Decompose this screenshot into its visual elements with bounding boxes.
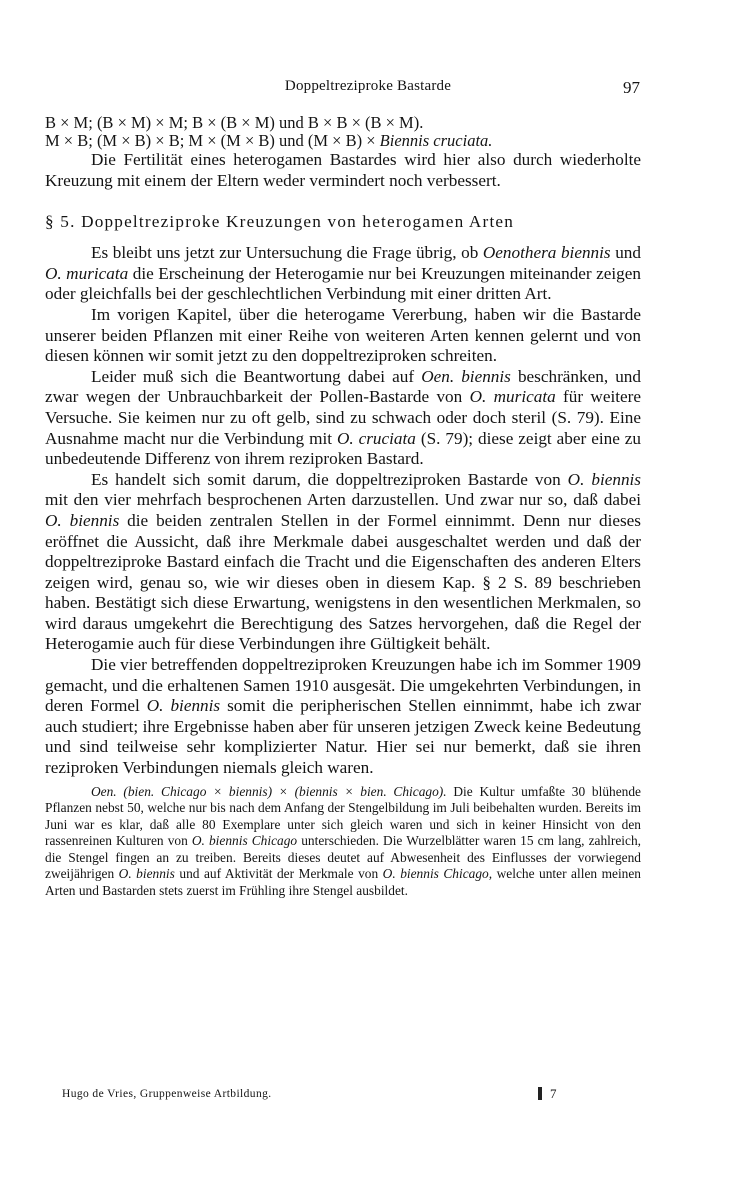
- formula-line-2-italic: Biennis cruciata.: [379, 131, 493, 150]
- paragraph-fertility: Die Fertilität eines heterogamen Bastardes wird hier also durch wiederholte Kreuzung mit einem der Eltern weder vermindert noch verbessert.: [45, 150, 641, 190]
- species-name: O. biennis: [146, 696, 221, 716]
- paragraph-limitation: [45, 367, 641, 470]
- text-span: Es bleibt uns jetzt zur Untersuchung die Frage übrig, ob: [91, 243, 483, 263]
- text-span: und: [610, 243, 641, 263]
- text-span: welche unter allen meinen Arten und Bastarden stets zuerst im Frühling ihre Stengel ausbildet.: [45, 866, 641, 898]
- page-number: 97: [623, 78, 640, 97]
- running-title: Doppeltreziproke Bastarde: [284, 78, 452, 94]
- text-span: somit die peripherischen Stellen einnimmt, habe ich zwar auch studiert; ihre Ergebnisse haben aber für unseren jetzigen Zweck keine Bedeutung und sind teilweise sehr komplizierter Natur. Hier sei nur bemerkt, daß sie ihren reziproken Verbindungen niemals gleich waren.: [45, 696, 641, 778]
- text-span: die Erscheinung der Heterogamie nur bei Kreuzungen miteinander zeigen oder gleichfalls bei der geschlechtlichen Verbindung mit einer dritten Art.: [45, 263, 641, 304]
- species-name: O. muricata: [469, 387, 556, 407]
- footer-author-work: Hugo de Vries, Gruppenweise Artbildung.: [62, 1088, 272, 1100]
- text-span: Es handelt sich somit darum, die doppeltreziproken Bastarde von: [91, 469, 568, 489]
- text-span: die beiden zentralen Stellen in der Formel einnimmt. Denn nur dieses eröffnet die Aussicht, daß ihre Merkmale dabei ausgeschaltet werden und daß der doppeltreziproke Bastard einfach die Tracht und die Eigenschaften des anderen Elters zeigen wird, genau so, wie wir dieses oben in diesem Kap. § 2 S. 89 beschrieben haben. Bestätigt sich diese Erwartung, wenigstens in den wesentlichen Merkmalen, so wird daraus umgekehrt die Berechtigung des Satzes hervorgehen, daß die Regel der Heterogamie auch für diese Verbindungen ihre Gültigkeit behält.: [45, 510, 641, 654]
- page-content: [45, 114, 641, 899]
- text-span: Leider muß sich die Beantwortung dabei auf: [91, 366, 422, 386]
- species-name: O. biennis Chicago,: [382, 866, 493, 882]
- signature-mark: [538, 1086, 557, 1102]
- text-span: (S. 79); diese zeigt aber eine zu unbedeutende Differenz von ihrem reziproken Bastard.: [45, 428, 641, 469]
- paragraph-question: [45, 243, 641, 305]
- note-paragraph: [45, 784, 641, 900]
- paragraph-method: [45, 470, 641, 655]
- printer-mark-icon: [538, 1087, 542, 1100]
- paragraph-experiments: [45, 655, 641, 779]
- signature-number: 7: [550, 1086, 557, 1101]
- formula-line-1: B × M; (B × M) × M; B × (B × M) und B × B × (B × M).: [45, 113, 424, 132]
- species-name: O. biennis: [567, 469, 641, 489]
- text-span: und auf Aktivität der Merkmale von: [174, 866, 383, 882]
- note-formula: Oen. (bien. Chicago × biennis) × (biennis × bien. Chicago).: [91, 783, 447, 799]
- text-span: beschränken, und zwar wegen der Unbrauchbarkeit der Pollen-Bastarde von: [45, 366, 641, 407]
- species-name: O. biennis: [118, 866, 175, 882]
- formula-line-2-text: M × B; (M × B) × B; M × (M × B) und (M × B) ×: [45, 131, 380, 150]
- species-name: Oenothera biennis: [482, 243, 611, 263]
- text-span: unterschieden. Die Wurzelblätter waren 15 cm lang, zahlreich, die Stengel fingen an zu treiben. Bereits dieses deutet auf Abwesenheit des Einflusses der vorwiegend zweijährigen: [45, 833, 641, 882]
- text-span: mit den vier mehrfach besprochenen Arten darzustellen. Und zwar nur so, daß dabei: [45, 490, 641, 510]
- species-name: O. muricata: [45, 263, 129, 283]
- species-name: O. biennis: [45, 510, 120, 530]
- paragraph-previous-chapter: Im vorigen Kapitel, über die heterogame Vererbung, haben wir die Bastarde unserer beiden Pflanzen mit einer Reihe von weiteren Arten kennen gelernt und von diesen können wir somit jetzt zu den doppeltreziproken schreiten.: [45, 304, 641, 366]
- text-span: für weitere Versuche. Sie keimen nur zu oft gelb, sind zu schwach oder doch steril (S. 79). Eine Ausnahme macht nur die Verbindung mit: [45, 387, 641, 448]
- formula-line-2: [45, 132, 641, 150]
- section-heading: § 5. Doppeltreziproke Kreuzungen von heterogamen Arten: [45, 212, 515, 232]
- text-span: Die vier betreffenden doppeltreziproken Kreuzungen habe ich im Sommer 1909 gemacht, und die erhaltenen Samen 1910 ausgesät. Die umgekehrten Verbindungen, in deren Formel: [45, 655, 641, 716]
- species-name: Oen. biennis: [421, 366, 511, 386]
- species-name: O. biennis Chicago: [191, 833, 298, 849]
- text-span: Die Kultur umfaßte 30 blühende Pflanzen nebst 50, welche nur bis nach dem Anfang der Stengelbildung im Juli beibehalten wurden. Bereits im Juni war es klar, daß alle 80 Exemplare unter sich gleich waren und sich in keiner Hinsicht von den rassenreinen Kulturen von: [45, 783, 641, 849]
- species-name: O. cruciata: [336, 428, 416, 448]
